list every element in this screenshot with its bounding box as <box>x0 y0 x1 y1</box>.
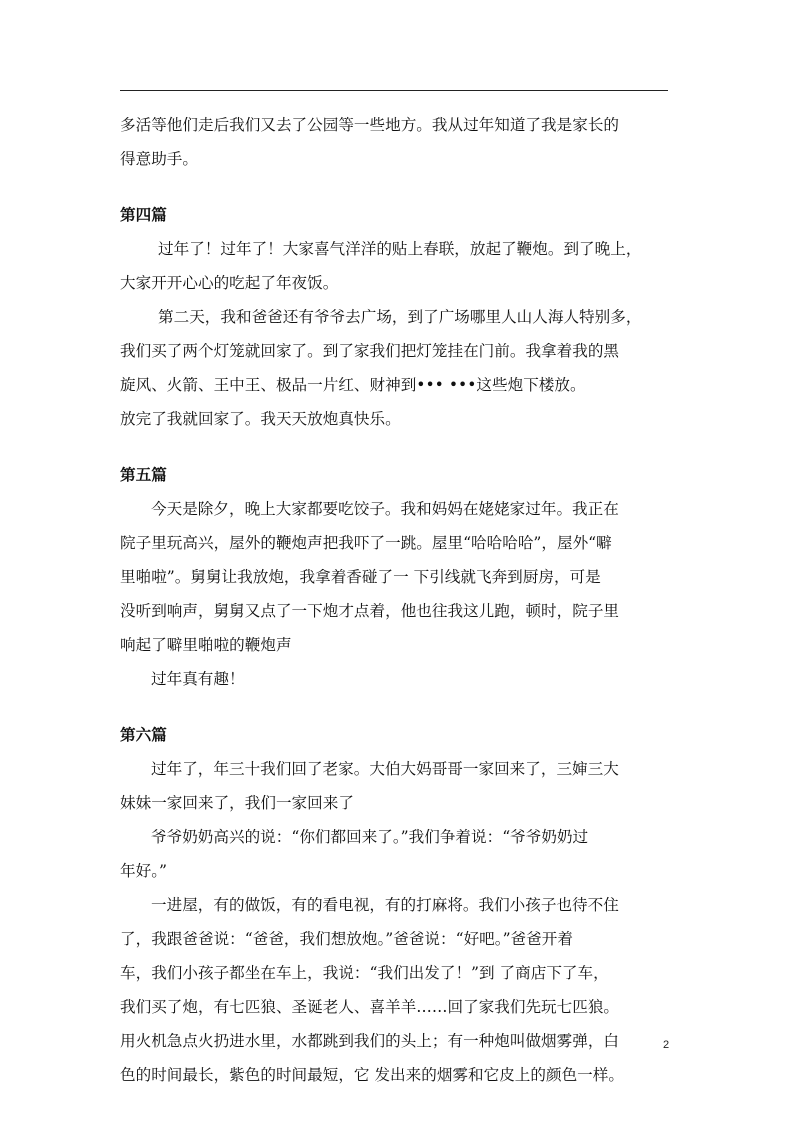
text-line: 里啪啦”。舅舅让我放炮，我拿着香碰了一 下引线就飞奔到厨房，可是 <box>120 568 601 586</box>
text-line: 年好。” <box>120 862 167 880</box>
section-heading-6: 第六篇 <box>120 726 167 744</box>
text-line: 今天是除夕，晚上大家都要吃饺子。我和妈妈在姥姥家过年。我正在 <box>151 500 619 518</box>
text-line: 过年了！过年了！大家喜气洋洋的贴上春联，放起了鞭炮。到了晚上， <box>158 240 642 258</box>
text-line: 了，我跟爸爸说：“爸爸，我们想放炮。”爸爸说：“好吧。”爸爸开着 <box>120 930 573 948</box>
text-line: 放完了我就回家了。我天天放炮真快乐。 <box>120 410 401 428</box>
text-line: 院子里玩高兴，屋外的鞭炮声把我吓了一跳。屋里“哈哈哈哈”，屋外“噼 <box>120 534 612 552</box>
text-line: 色的时间最长，紫色的时间最短，它 发出来的烟雾和它皮上的颜色一样。 <box>120 1066 624 1084</box>
text-line: 旋风、火箭、王中王、极品一片红、财神到••• •••这些炮下楼放。 <box>120 376 586 394</box>
text-line: 妹妹一家回来了，我们一家回来了 <box>120 794 354 812</box>
section-heading-4: 第四篇 <box>120 206 167 224</box>
text-line: 过年真有趣！ <box>151 670 245 688</box>
text-line: 第二天，我和爸爸还有爷爷去广场，到了广场哪里人山人海人特别多， <box>158 308 642 326</box>
text-line: 一进屋，有的做饭，有的看电视，有的打麻将。我们小孩子也待不住 <box>151 896 619 914</box>
text-line: 过年了，年三十我们回了老家。大伯大妈哥哥一家回来了，三婶三大 <box>151 760 619 778</box>
page-number: 2 <box>663 1039 670 1051</box>
text-line: 多活等他们走后我们又去了公园等一些地方。我从过年知道了我是家长的 <box>120 116 620 134</box>
text-line: 大家开开心心的吃起了年夜饭。 <box>120 274 339 292</box>
text-line: 没听到响声，舅舅又点了一下炮才点着，他也往我这儿跑，顿时，院子里 <box>120 602 620 620</box>
text-line: 车，我们小孩子都坐在车上，我说：“我们出发了！”到 了商店下了车， <box>120 964 609 982</box>
text-line: 爷爷奶奶高兴的说：“你们都回来了。”我们争着说：“爷爷奶奶过 <box>151 828 589 846</box>
section-heading-5: 第五篇 <box>120 466 167 484</box>
text-line: 我们买了两个灯笼就回家了。到了家我们把灯笼挂在门前。我拿着我的黑 <box>120 342 620 360</box>
document-body <box>120 108 680 1092</box>
text-line: 用火机急点火扔进水里，水都跳到我们的头上；有一种炮叫做烟雾弹，白 <box>120 1032 620 1050</box>
text-line: 响起了噼里啪啦的鞭炮声 <box>120 636 292 654</box>
header-rule <box>120 90 668 91</box>
text-line: 我们买了炮，有七匹狼、圣诞老人、喜羊羊……回了家我们先玩七匹狼。 <box>120 998 620 1016</box>
text-line: 得意助手。 <box>120 150 198 168</box>
